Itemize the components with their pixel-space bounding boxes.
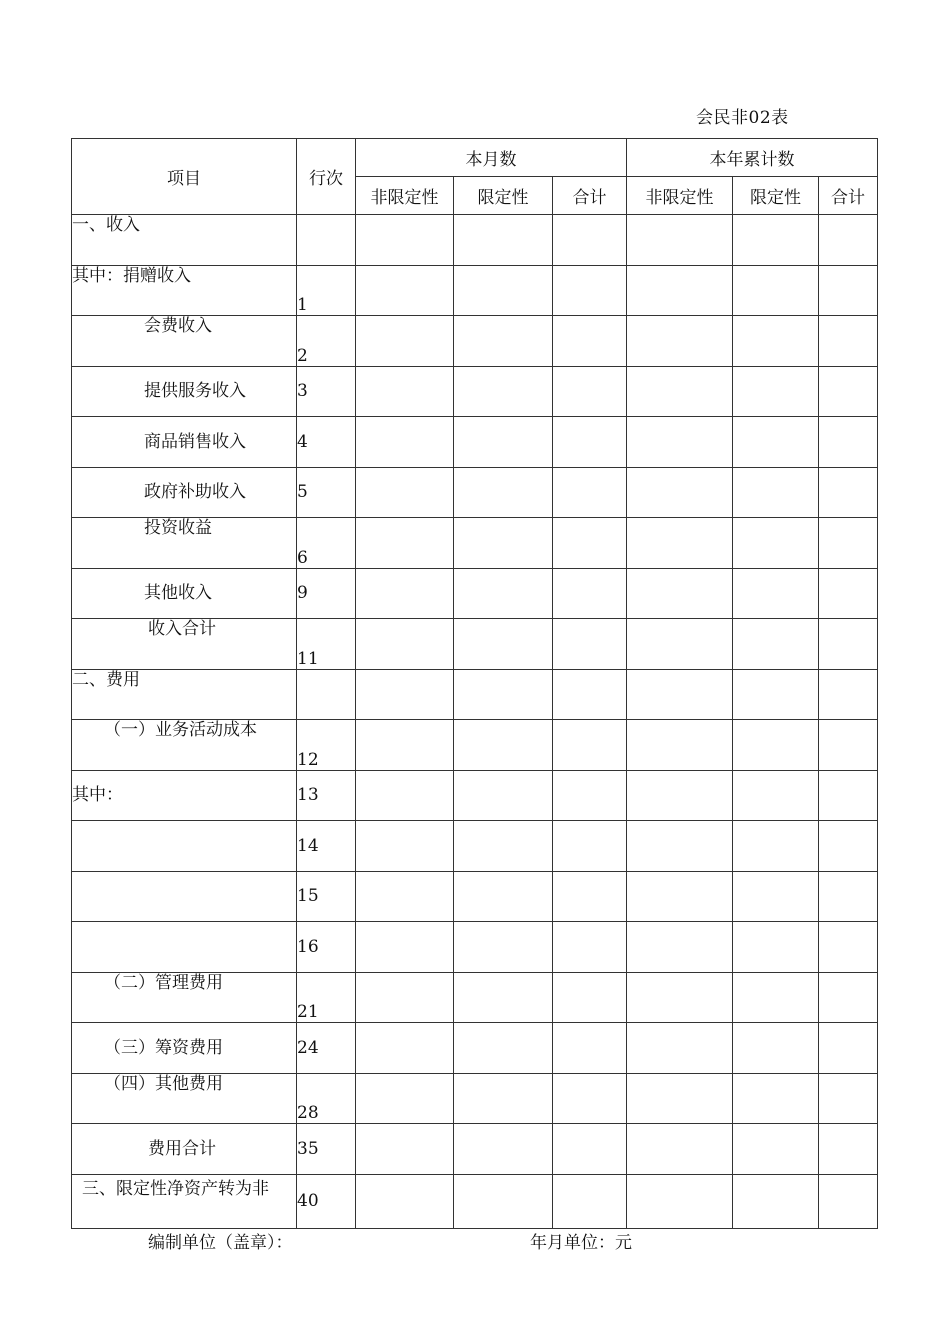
cell xyxy=(627,1023,733,1074)
cell xyxy=(627,972,733,1023)
cell xyxy=(733,1023,819,1074)
cell xyxy=(356,720,454,771)
row-line: 4 xyxy=(297,417,356,468)
row-item xyxy=(72,871,297,922)
row-item: 二、费用 xyxy=(72,669,297,720)
form-code: 会民非02表 xyxy=(696,108,789,128)
activity-statement-table xyxy=(71,138,878,1229)
cell xyxy=(553,467,627,518)
cell xyxy=(733,1073,819,1124)
cell xyxy=(733,972,819,1023)
cell xyxy=(553,518,627,569)
cell xyxy=(627,366,733,417)
cell xyxy=(819,871,878,922)
cell xyxy=(627,669,733,720)
cell xyxy=(819,518,878,569)
row-line: 21 xyxy=(297,972,356,1023)
cell xyxy=(819,215,878,266)
row-line xyxy=(297,669,356,720)
cell xyxy=(454,417,553,468)
table-row xyxy=(72,1124,878,1175)
cell xyxy=(454,215,553,266)
cell xyxy=(733,720,819,771)
cell xyxy=(356,1174,454,1229)
cell xyxy=(733,922,819,973)
header-line: 行次 xyxy=(297,139,356,215)
cell xyxy=(819,669,878,720)
row-item xyxy=(72,922,297,973)
row-line: 16 xyxy=(297,922,356,973)
cell xyxy=(454,619,553,670)
cell xyxy=(819,366,878,417)
cell xyxy=(454,1174,553,1229)
row-line: 2 xyxy=(297,316,356,367)
header-month-total: 合计 xyxy=(553,177,627,215)
cell xyxy=(454,467,553,518)
cell xyxy=(627,467,733,518)
row-item xyxy=(72,821,297,872)
cell xyxy=(454,871,553,922)
cell xyxy=(454,316,553,367)
cell xyxy=(627,720,733,771)
row-line: 12 xyxy=(297,720,356,771)
table-row xyxy=(72,669,878,720)
cell xyxy=(553,770,627,821)
cell xyxy=(553,1023,627,1074)
row-line: 15 xyxy=(297,871,356,922)
row-item: （一）业务活动成本 xyxy=(72,720,297,771)
cell xyxy=(733,770,819,821)
cell xyxy=(733,669,819,720)
cell xyxy=(553,215,627,266)
cell xyxy=(733,619,819,670)
cell xyxy=(553,568,627,619)
row-line: 28 xyxy=(297,1073,356,1124)
cell xyxy=(733,366,819,417)
cell xyxy=(553,1073,627,1124)
header-month-unrestricted: 非限定性 xyxy=(356,177,454,215)
row-line: 3 xyxy=(297,366,356,417)
cell xyxy=(356,265,454,316)
cell xyxy=(627,265,733,316)
cell xyxy=(553,922,627,973)
cell xyxy=(356,568,454,619)
table-row xyxy=(72,366,878,417)
row-item: 三、限定性净资产转为非 xyxy=(72,1174,297,1229)
cell xyxy=(356,1124,454,1175)
prepared-by-label: 编制单位（盖章）： xyxy=(148,1233,293,1253)
header-ytd-restricted: 限定性 xyxy=(733,177,819,215)
date-unit-label: 年月单位：元 xyxy=(530,1233,632,1253)
cell xyxy=(733,1174,819,1229)
row-item: 政府补助收入 xyxy=(72,467,297,518)
cell xyxy=(553,417,627,468)
row-line: 5 xyxy=(297,467,356,518)
cell xyxy=(733,417,819,468)
cell xyxy=(454,821,553,872)
cell xyxy=(454,518,553,569)
cell xyxy=(553,1174,627,1229)
cell xyxy=(356,518,454,569)
cell xyxy=(553,1124,627,1175)
cell xyxy=(819,265,878,316)
header-current-month: 本月数 xyxy=(356,139,627,177)
header-ytd-total: 合计 xyxy=(819,177,878,215)
table-row xyxy=(72,417,878,468)
cell xyxy=(733,467,819,518)
cell xyxy=(627,922,733,973)
cell xyxy=(627,1174,733,1229)
row-line: 14 xyxy=(297,821,356,872)
header-year-to-date: 本年累计数 xyxy=(627,139,878,177)
row-line: 24 xyxy=(297,1023,356,1074)
cell xyxy=(627,619,733,670)
table-row xyxy=(72,1073,878,1124)
header-item: 项目 xyxy=(72,139,297,215)
table-row xyxy=(72,770,878,821)
cell xyxy=(733,568,819,619)
row-item: 会费收入 xyxy=(72,316,297,367)
row-item: （二）管理费用 xyxy=(72,972,297,1023)
row-item: 商品销售收入 xyxy=(72,417,297,468)
cell xyxy=(733,316,819,367)
row-item: 费用合计 xyxy=(72,1124,297,1175)
cell xyxy=(356,619,454,670)
cell xyxy=(733,518,819,569)
cell xyxy=(627,1124,733,1175)
table-row xyxy=(72,821,878,872)
cell xyxy=(733,871,819,922)
table-row xyxy=(72,720,878,771)
cell xyxy=(733,1124,819,1175)
cell xyxy=(819,922,878,973)
cell xyxy=(356,215,454,266)
row-line: 1 xyxy=(297,265,356,316)
row-line: 11 xyxy=(297,619,356,670)
cell xyxy=(553,265,627,316)
row-item: 一、收入 xyxy=(72,215,297,266)
cell xyxy=(454,922,553,973)
header-month-restricted: 限定性 xyxy=(454,177,553,215)
cell xyxy=(356,1073,454,1124)
row-item: 收入合计 xyxy=(72,619,297,670)
cell xyxy=(356,669,454,720)
cell xyxy=(454,669,553,720)
cell xyxy=(819,1073,878,1124)
cell xyxy=(627,215,733,266)
row-line: 9 xyxy=(297,568,356,619)
cell xyxy=(454,720,553,771)
cell xyxy=(627,770,733,821)
cell xyxy=(819,568,878,619)
cell xyxy=(627,821,733,872)
cell xyxy=(627,417,733,468)
cell xyxy=(356,316,454,367)
cell xyxy=(454,1124,553,1175)
row-item: 投资收益 xyxy=(72,518,297,569)
cell xyxy=(356,1023,454,1074)
cell xyxy=(553,366,627,417)
cell xyxy=(819,619,878,670)
cell xyxy=(819,417,878,468)
row-item: （三）筹资费用 xyxy=(72,1023,297,1074)
cell xyxy=(454,265,553,316)
cell xyxy=(819,770,878,821)
cell xyxy=(627,316,733,367)
table-row xyxy=(72,1023,878,1074)
cell xyxy=(553,972,627,1023)
cell xyxy=(454,770,553,821)
cell xyxy=(454,1073,553,1124)
cell xyxy=(356,770,454,821)
row-line: 40 xyxy=(297,1174,356,1229)
cell xyxy=(356,972,454,1023)
cell xyxy=(454,366,553,417)
cell xyxy=(733,821,819,872)
cell xyxy=(733,215,819,266)
cell xyxy=(553,871,627,922)
cell xyxy=(819,720,878,771)
table-row xyxy=(72,518,878,569)
table-row xyxy=(72,467,878,518)
cell xyxy=(819,316,878,367)
cell xyxy=(819,1023,878,1074)
row-item: （四）其他费用 xyxy=(72,1073,297,1124)
table-row xyxy=(72,316,878,367)
cell xyxy=(356,821,454,872)
cell xyxy=(733,265,819,316)
cell xyxy=(553,821,627,872)
cell xyxy=(553,316,627,367)
cell xyxy=(819,467,878,518)
cell xyxy=(819,1124,878,1175)
cell xyxy=(454,1023,553,1074)
cell xyxy=(553,720,627,771)
cell xyxy=(627,568,733,619)
cell xyxy=(627,518,733,569)
cell xyxy=(356,871,454,922)
cell xyxy=(356,922,454,973)
table-row xyxy=(72,568,878,619)
row-item: 提供服务收入 xyxy=(72,366,297,417)
cell xyxy=(819,1174,878,1229)
cell xyxy=(553,669,627,720)
table-row xyxy=(72,215,878,266)
row-line: 6 xyxy=(297,518,356,569)
table-row xyxy=(72,1174,878,1229)
row-line: 13 xyxy=(297,770,356,821)
cell xyxy=(819,972,878,1023)
cell xyxy=(553,619,627,670)
row-item: 其中： xyxy=(72,770,297,821)
cell xyxy=(627,1073,733,1124)
table-row xyxy=(72,265,878,316)
table-row xyxy=(72,972,878,1023)
row-line: 35 xyxy=(297,1124,356,1175)
row-item: 其他收入 xyxy=(72,568,297,619)
cell xyxy=(454,568,553,619)
cell xyxy=(627,871,733,922)
row-line xyxy=(297,215,356,266)
cell xyxy=(819,821,878,872)
cell xyxy=(356,366,454,417)
row-item: 其中：捐赠收入 xyxy=(72,265,297,316)
cell xyxy=(454,972,553,1023)
header-ytd-unrestricted: 非限定性 xyxy=(627,177,733,215)
cell xyxy=(356,467,454,518)
cell xyxy=(356,417,454,468)
table-row xyxy=(72,922,878,973)
table-row xyxy=(72,619,878,670)
table-row xyxy=(72,871,878,922)
